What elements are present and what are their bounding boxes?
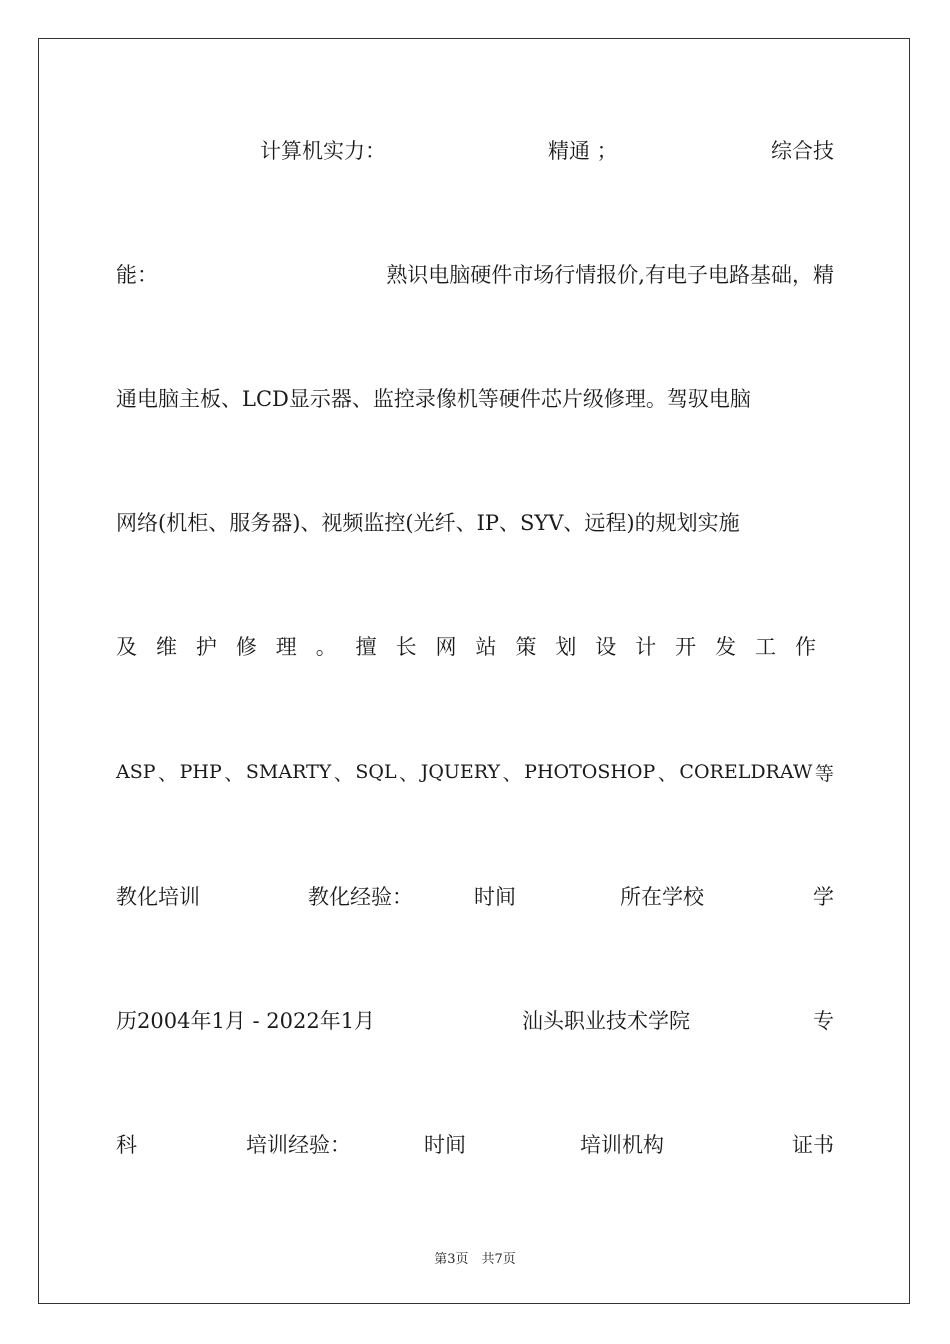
- text-char: 维: [155, 635, 177, 659]
- text-segment: 历2004年1月 - 2022年1月: [116, 1009, 376, 1033]
- text-word: CORELDRAW: [679, 761, 813, 783]
- text-segment: 科: [116, 1133, 137, 1157]
- text-char: 计: [635, 635, 657, 659]
- text-segment: 证书: [792, 1133, 834, 1157]
- text-word: JQUERY: [420, 761, 501, 783]
- text-word: 、: [502, 762, 522, 785]
- text-segment: 教化培训: [116, 885, 200, 909]
- text-word: 、: [657, 762, 677, 785]
- text-char: 设: [595, 635, 617, 659]
- text-char: 擅: [355, 635, 377, 659]
- page-number-footer: 第3页 共7页: [434, 1252, 516, 1267]
- text-line-2: [116, 258, 834, 290]
- text-word: 、: [399, 762, 419, 785]
- text-line-7: [116, 880, 834, 912]
- text-segment: 能：: [116, 263, 158, 287]
- text-word: 等: [814, 762, 834, 785]
- text-segment: 培训机构: [580, 1133, 664, 1157]
- text-segment: 所在学校: [620, 885, 704, 909]
- text-word: 、: [158, 762, 178, 785]
- text-char: 及: [116, 635, 137, 659]
- text-line-5: [116, 630, 816, 662]
- text-line-3: [116, 382, 834, 414]
- text-word: SQL: [355, 761, 397, 783]
- text-char: 。: [315, 635, 337, 659]
- text-segment: 熟识电脑硬件市场行情报价,有电子电路基础，精: [386, 263, 834, 287]
- text-char: 开: [675, 635, 697, 659]
- text-segment: 通电脑主板、LCD显示器、监控录像机等硬件芯片级修理。驾驭电脑: [116, 387, 751, 411]
- page-frame: [38, 38, 910, 1304]
- text-segment: 时间: [474, 885, 516, 909]
- text-line-9: [116, 1128, 834, 1160]
- text-word: ASP: [116, 761, 156, 783]
- text-char: 划: [555, 635, 577, 659]
- text-segment: 培训经验：: [246, 1133, 351, 1157]
- text-segment: 专: [813, 1009, 834, 1033]
- text-char: 策: [515, 635, 537, 659]
- text-segment: 学: [813, 885, 834, 909]
- text-char: 网: [435, 635, 457, 659]
- text-char: 作: [794, 635, 816, 659]
- text-segment: 汕头职业技术学院: [522, 1009, 690, 1033]
- text-char: 站: [475, 635, 497, 659]
- text-char: 修: [235, 635, 257, 659]
- text-char: 护: [195, 635, 217, 659]
- text-char: 理: [275, 635, 297, 659]
- text-char: 长: [395, 635, 417, 659]
- text-line-4: [116, 506, 834, 538]
- text-line-1: [116, 134, 834, 166]
- text-word: SMARTY: [245, 761, 332, 783]
- text-segment: 精通 ；: [548, 139, 618, 163]
- text-char: 发: [715, 635, 737, 659]
- text-char: 工: [755, 635, 776, 659]
- text-line-6: [116, 756, 834, 788]
- text-segment: 网络(机柜、服务器)、视频监控(光纤、IP、SYV、远程)的规划实施: [116, 511, 740, 535]
- text-segment: 时间: [424, 1133, 466, 1157]
- text-word: PHP: [179, 761, 222, 783]
- text-segment: 计算机实力：: [260, 139, 386, 163]
- text-segment: 教化经验：: [308, 885, 413, 909]
- text-word: 、: [224, 762, 244, 785]
- text-word: 、: [333, 762, 353, 785]
- text-segment: 综合技: [771, 139, 834, 163]
- text-line-8: [116, 1004, 834, 1036]
- text-word: PHOTOSHOP: [524, 761, 656, 783]
